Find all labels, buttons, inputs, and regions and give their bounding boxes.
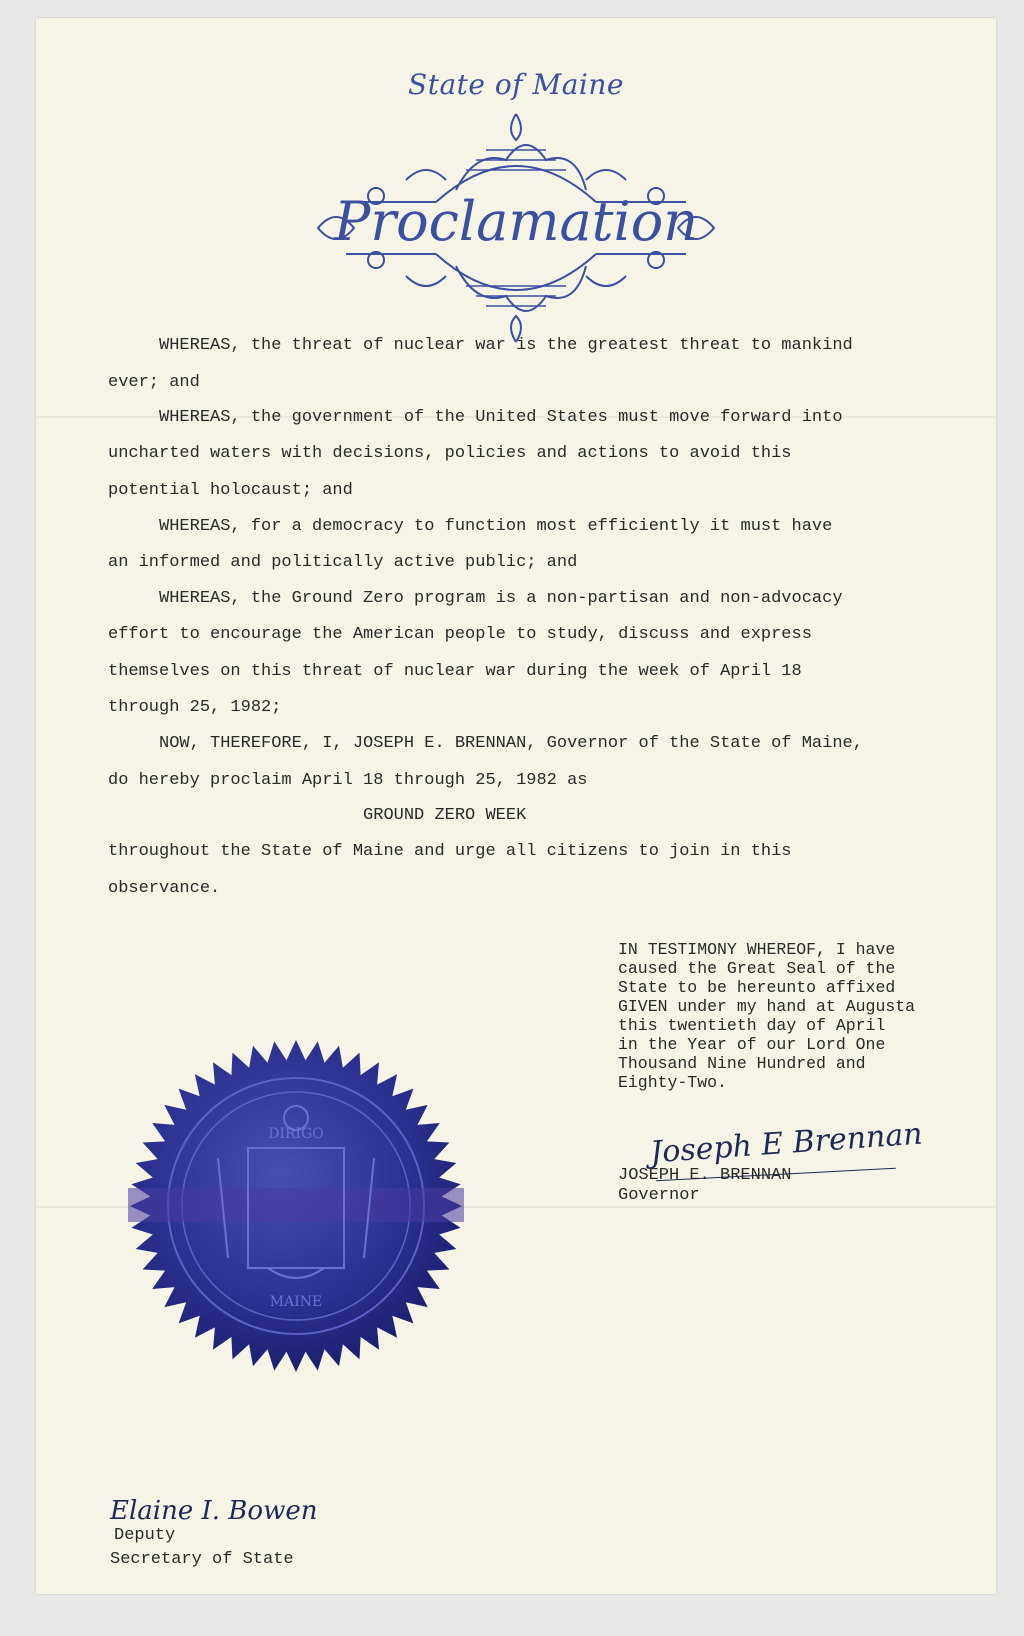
deputy-signature: Elaine I. Bowen xyxy=(110,1496,318,1526)
body-line: WHEREAS, the threat of nuclear war is the greatest threat to mankind xyxy=(108,336,853,355)
body-line: WHEREAS, the government of the United States must move forward into xyxy=(108,408,843,427)
body-line: ever; and xyxy=(108,373,200,392)
body-line: through 25, 1982; xyxy=(108,698,282,717)
body-line: uncharted waters with decisions, policies and actions to avoid this xyxy=(108,444,792,463)
proclamation-document xyxy=(36,18,996,1594)
body-line: effort to encourage the American people to study, discuss and express xyxy=(108,625,812,644)
governor-signature: Joseph E Brennan xyxy=(649,1116,924,1171)
testimony-block: IN TESTIMONY WHEREOF, I have caused the Great Seal of the State to be hereunto affixed GIVEN under my hand at Augusta this twentieth day of April in the Year of our Lord One Thousand Nine Hundred and Eighty-Two. xyxy=(618,940,916,1092)
body-line: NOW, THEREFORE, I, JOSEPH E. BRENNAN, Governor of the State of Maine, xyxy=(108,734,863,753)
body-line: potential holocaust; and xyxy=(108,481,353,500)
seal-motto: DIRIGO xyxy=(268,1126,324,1142)
body-line: an informed and politically active public; and xyxy=(108,553,578,572)
deputy-subtitle: Secretary of State xyxy=(110,1550,294,1569)
body-line: observance. xyxy=(108,879,221,898)
deputy-title: Deputy xyxy=(114,1526,176,1545)
body-line: throughout the State of Maine and urge all citizens to join in this xyxy=(108,842,792,861)
governor-title: Governor xyxy=(618,1186,700,1205)
body-line: WHEREAS, for a democracy to function most efficiently it must have xyxy=(108,517,833,536)
body-line: themselves on this threat of nuclear war during the week of April 18 xyxy=(108,662,802,681)
seal-state: MAINE xyxy=(269,1294,323,1310)
great-seal xyxy=(128,1038,464,1374)
body-line: do hereby proclaim April 18 through 25, 1982 as xyxy=(108,771,588,790)
proclamation-title: Proclamation xyxy=(333,190,699,253)
proclamation-name: GROUND ZERO WEEK xyxy=(108,806,527,825)
body-line: WHEREAS, the Ground Zero program is a non-partisan and non-advocacy xyxy=(108,589,843,608)
state-heading: State of Maine xyxy=(408,68,624,101)
governor-name: JOSEPH E. BRENNAN xyxy=(618,1166,792,1185)
